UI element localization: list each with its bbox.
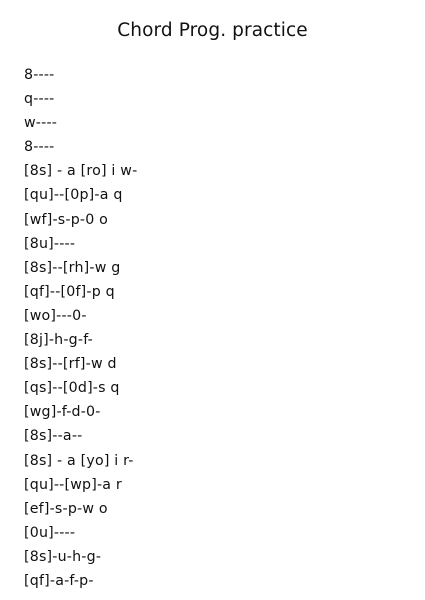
chord-line: [8j]-h-g-f- — [24, 332, 93, 349]
chord-line: [wf]-s-p-0 o — [24, 211, 109, 228]
chord-line: [8s] - a [ro] i w- — [24, 163, 138, 180]
chord-line: [0u]---- — [24, 524, 76, 541]
chord-line: [qf]--[0f]-p q — [24, 283, 115, 300]
chord-line: [wg]-f-d-0- — [24, 404, 101, 421]
chord-line: [8s] - a [yo] i r- — [24, 452, 134, 469]
chord-line: [ef]-s-p-w o — [24, 500, 108, 517]
chord-line: [8s]--[rf]-w d — [24, 356, 117, 373]
chord-line: [wo]---0- — [24, 307, 87, 324]
chord-progression-list — [24, 63, 137, 593]
chord-line: [8u]---- — [24, 235, 76, 252]
chord-line: [8s]--a-- — [24, 428, 83, 445]
chord-line: [qf]-a-f-p- — [24, 572, 94, 589]
chord-line: 8---- — [24, 139, 55, 156]
chord-line: 8---- — [24, 67, 55, 83]
chord-line: q---- — [24, 91, 55, 108]
page-title: Chord Prog. practice — [117, 20, 308, 41]
chord-line: w---- — [24, 115, 58, 132]
chord-line: [8s]--[rh]-w g — [24, 259, 121, 276]
chord-line: [8s]-u-h-g- — [24, 548, 102, 565]
chord-line: [qu]--[wp]-a r — [24, 476, 122, 493]
chord-line: [qs]--[0d]-s q — [24, 380, 120, 397]
chord-line: [qu]--[0p]-a q — [24, 187, 123, 204]
